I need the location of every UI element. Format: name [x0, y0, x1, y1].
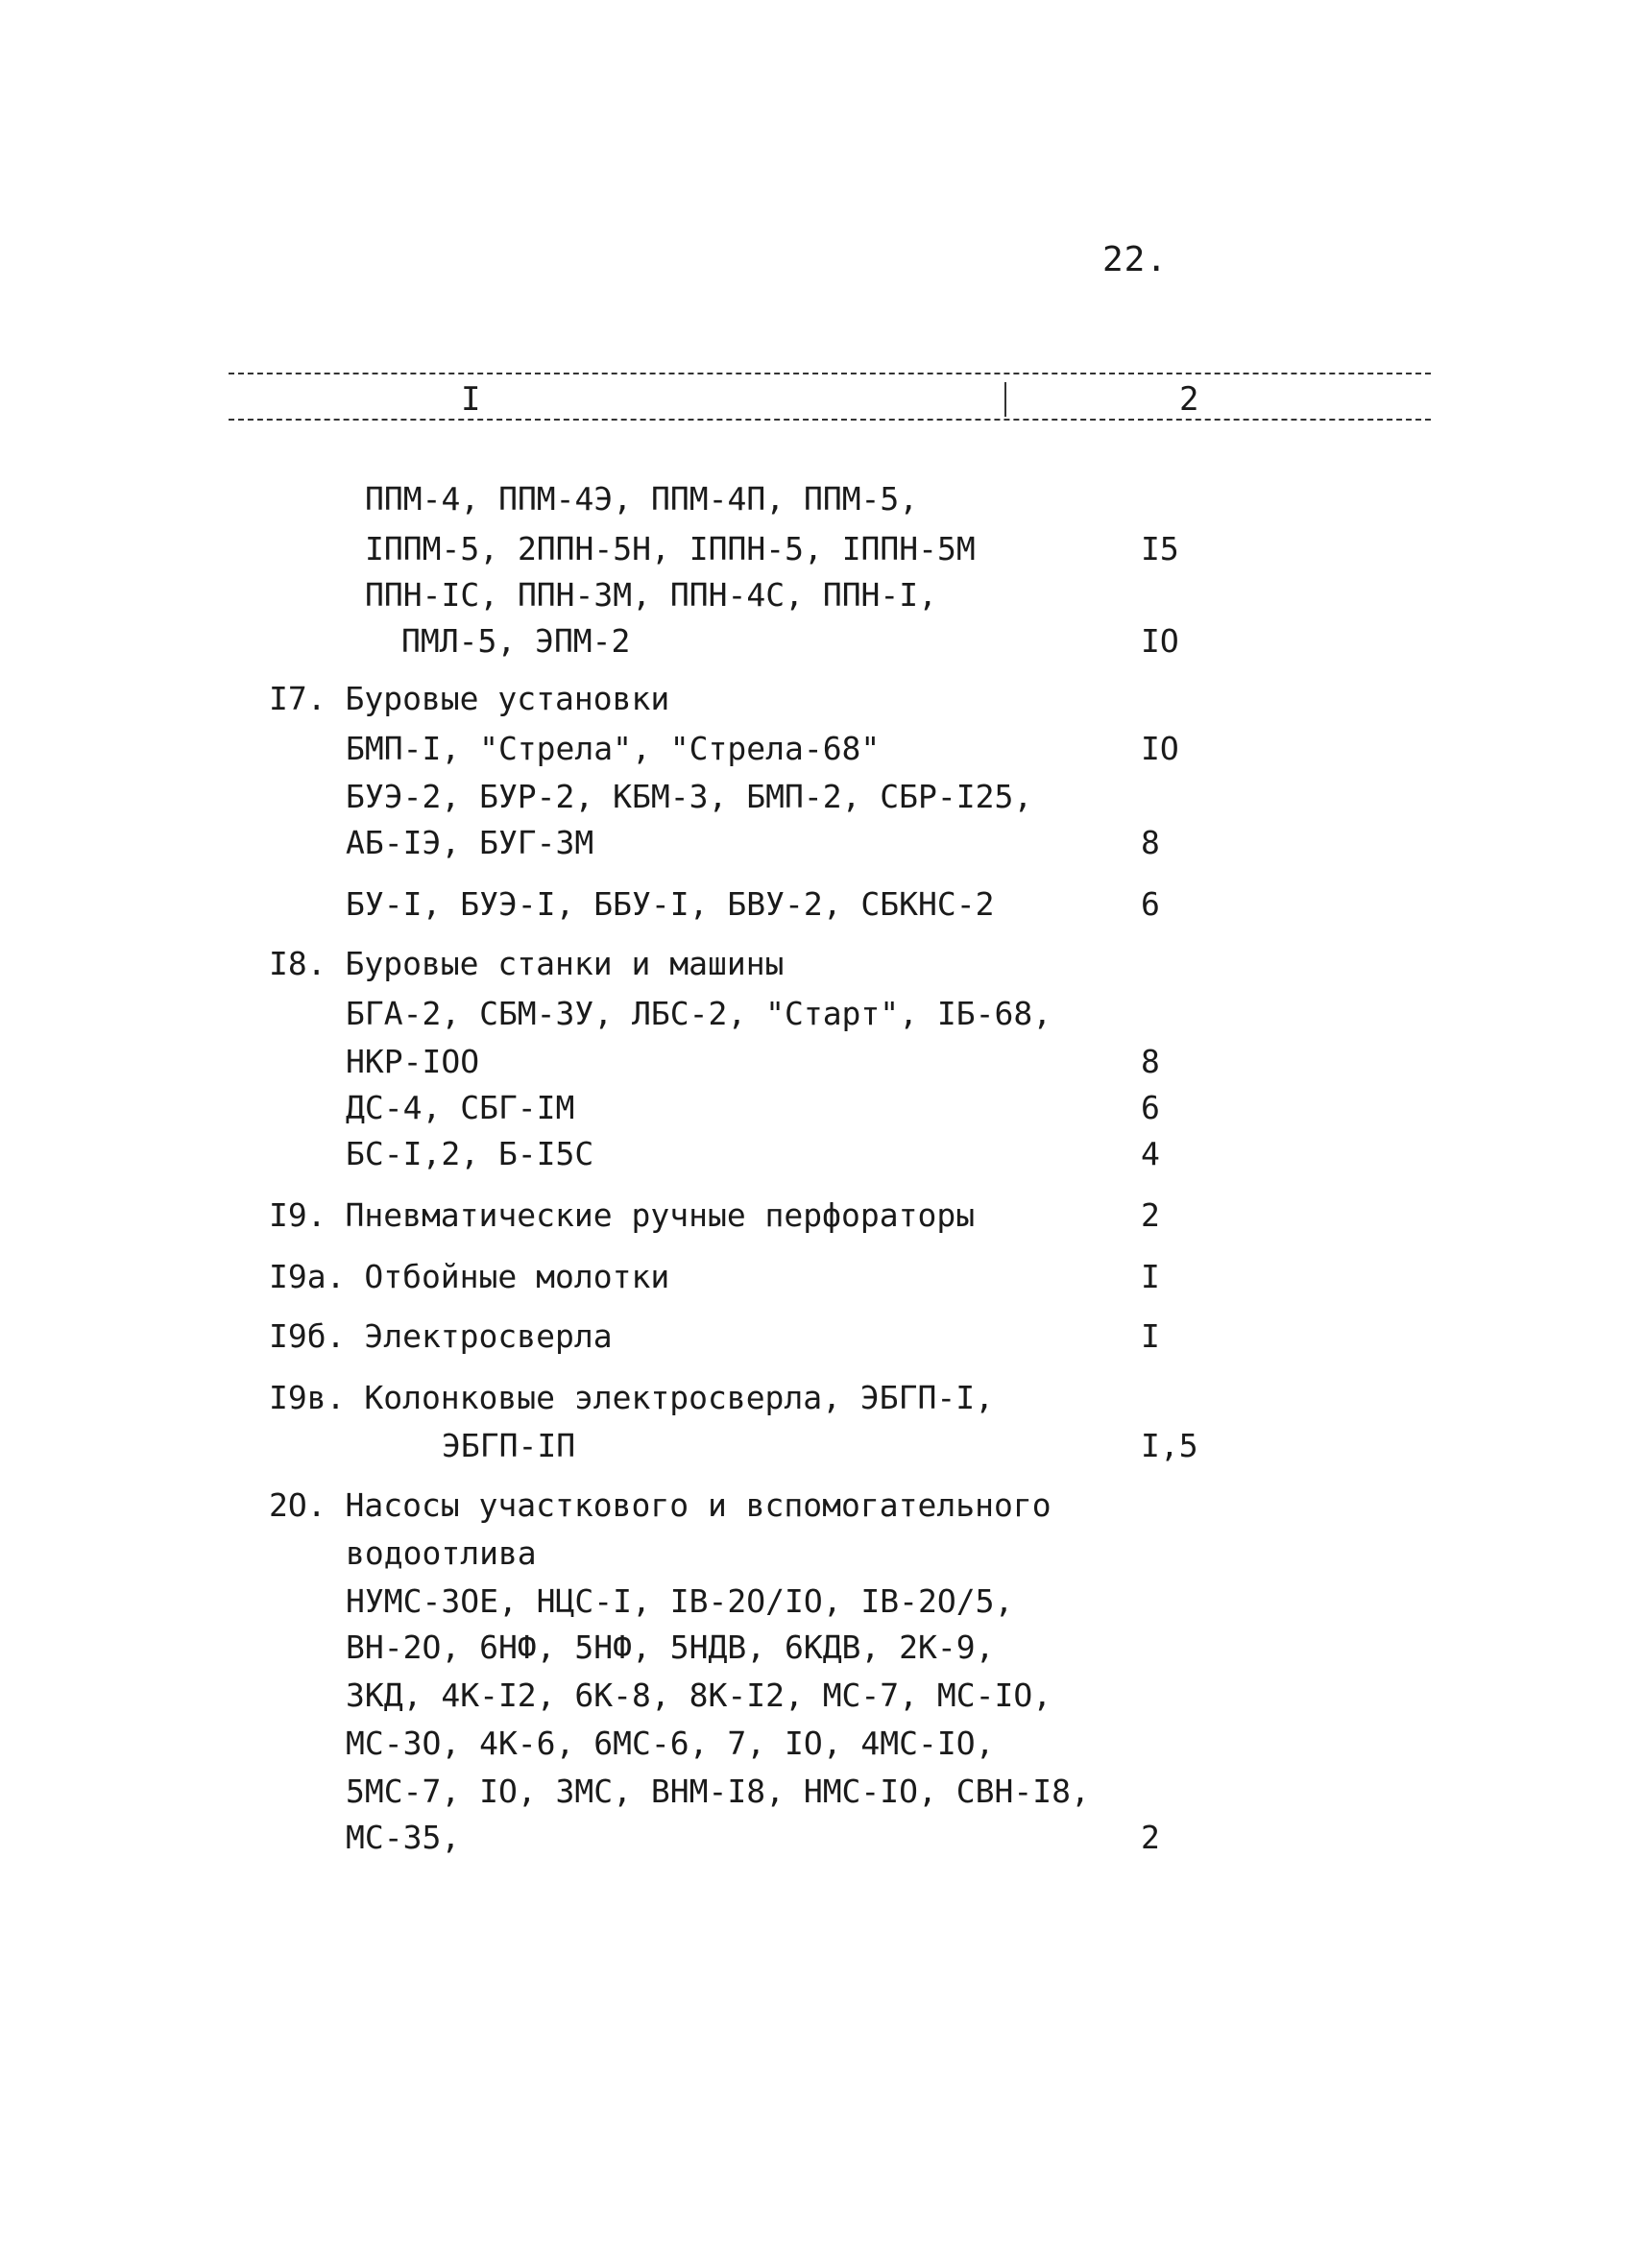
row-value: 8 [1141, 1043, 1160, 1080]
row-text: АБ-IЭ, БУГ-3М [346, 824, 594, 861]
row-value: 4 [1141, 1135, 1160, 1172]
table-top-rule [229, 373, 1431, 374]
row-text: 3КД, 4К-I2, 6К-8, 8К-I2, МС-7, МС-IO, [346, 1677, 1052, 1714]
row-text: ПМЛ-5, ЭПМ-2 [401, 622, 631, 660]
column-1-header: I [461, 380, 481, 419]
row-text: БУЭ-2, БУР-2, КБМ-3, БМП-2, СБР-I25, [346, 778, 1033, 815]
row-text: ВН-2O, 6НФ, 5НФ, 5НДВ, 6КДВ, 2К-9, [346, 1629, 995, 1666]
row-value: IO [1141, 622, 1179, 660]
row-value: 2 [1141, 1196, 1160, 1234]
row-text: НКР-IOO [346, 1043, 480, 1080]
row-value: I,5 [1141, 1427, 1198, 1464]
row-value: I [1141, 1258, 1160, 1295]
section-heading: I9б. Электросверла [269, 1317, 613, 1355]
row-text: ППМ-4, ППМ-4Э, ППМ-4П, ППМ-5, [365, 480, 919, 518]
page-number: 22. [1102, 240, 1169, 279]
row-text: НУМС-3OЕ, НЦС-I, IВ-2O/IO, IВ-2O/5, [346, 1582, 1014, 1620]
row-text: ЭБГП-IП [442, 1427, 576, 1464]
section-heading: I9а. Отбойные молотки [269, 1258, 670, 1295]
table-header-rule [229, 419, 1431, 421]
row-value: 6 [1141, 885, 1160, 923]
row-value: IO [1141, 730, 1179, 767]
row-value: 8 [1141, 824, 1160, 861]
row-text: БУ-I, БУЭ-I, ББУ-I, БВУ-2, СБКНС-2 [346, 885, 995, 923]
row-text: водоотлива [346, 1534, 537, 1572]
row-text: МС-35, [346, 1819, 461, 1856]
section-heading: 2O. Насосы участкового и вспомогательного [269, 1486, 1052, 1524]
row-value: 6 [1141, 1089, 1160, 1126]
section-heading: I7. Буровые установки [269, 680, 670, 717]
row-text: 5МС-7, IO, 3МС, ВНМ-I8, НМС-IO, СВН-I8, [346, 1773, 1090, 1810]
section-heading: I9в. Колонковые электросверла, ЭБГП-I, [269, 1379, 994, 1416]
column-2-header: 2 [1179, 380, 1199, 419]
section-heading: I9. Пневматические ручные перфораторы [269, 1196, 976, 1234]
row-text: БС-I,2, Б-I5С [346, 1135, 594, 1172]
row-text: ППН-IС, ППН-3М, ППН-4С, ППН-I, [365, 576, 938, 614]
row-text: БМП-I, "Стрела", "Стрела-68" [346, 730, 881, 767]
row-value: I5 [1141, 530, 1179, 567]
row-text: IППМ-5, 2ППН-5Н, IППН-5, IППН-5М [365, 530, 976, 567]
column-separator [1004, 382, 1006, 417]
row-text: ДС-4, СБГ-IМ [346, 1089, 575, 1126]
section-heading: I8. Буровые станки и машины [269, 945, 785, 982]
row-text: МС-3O, 4К-6, 6МС-6, 7, IO, 4МС-IO, [346, 1725, 995, 1762]
row-text: БГА-2, СБМ-3У, ЛБС-2, "Старт", IБ-68, [346, 995, 1052, 1032]
row-value: 2 [1141, 1819, 1160, 1856]
row-value: I [1141, 1317, 1160, 1355]
